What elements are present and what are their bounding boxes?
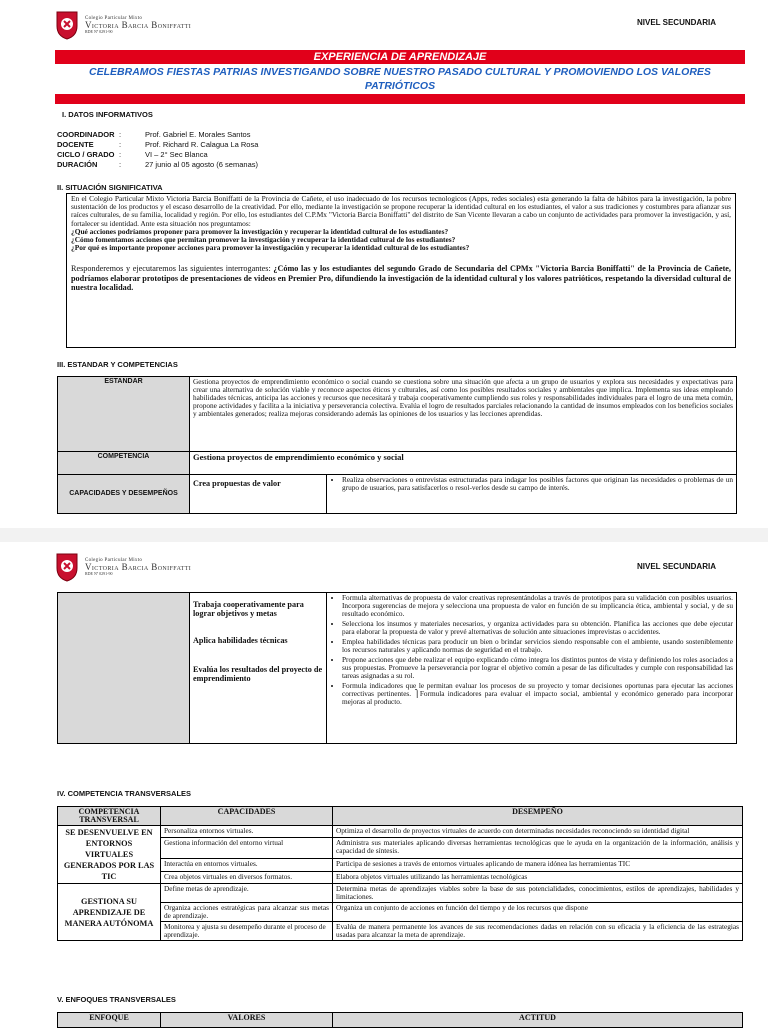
table-header-row <box>58 1013 743 1028</box>
capacidad-cell: Personaliza entornos virtuales. <box>161 826 333 838</box>
table-row <box>58 475 737 514</box>
desempeno-cell: Participa de sesiones a través de entornos virtuales aplicando de manera idónea las herramientas TIC <box>333 859 743 871</box>
table-row <box>58 903 743 922</box>
page-separator <box>0 528 768 542</box>
desempeno-item: • Formula alternativas de propuesta de valor creativas representándolas a través de prototipos para su validación con posibles usuarios. Incorpora sugerencias de mejora y selecciona una propuesta de valor en función de su implicancia ética, ambiental y social, y de su resultado económico. <box>342 594 733 618</box>
situacion-question: ¿Cómo fomentamos acciones que permitan promover la investigación y recuperar la identidad cultural de los estudiantes? <box>71 235 456 245</box>
col-actitud-header: ACTITUD <box>333 1013 743 1028</box>
desempeno-item: • Selecciona los insumos y materiales necesarios, y organiza actividades para su obtención. Planifica las acciones que debe ejecutar para elaborar la propuesta de valor y prevé alternativas de solución ante situaciones imprevistas o accidentes. <box>342 620 733 636</box>
capacidades-table-continued <box>57 592 737 744</box>
desempeno-cell <box>327 475 737 514</box>
desempeno-item: • Formula indicadores que le permitan evaluar los procesos de su proyecto y tomar decisiones oportunas para ejecutar las acciones correctivas pertinentes. ⎫Formula indicadores para evaluar el impacto social, ambiental y económico generado para incorporar mejoras al producto. <box>342 682 733 706</box>
competencia-cell: GESTIONA SU APRENDIZAJE DE MANERA AUTÓNOMA <box>58 884 161 941</box>
desempeno-cell: Evalúa de manera permanente los avances de sus recomendaciones dadas en relación con su eficacia y la eficiencia de las estrategias usadas para alcanzar la meta de aprendizaje. <box>333 922 743 941</box>
section-situacion-heading: II. SITUACIÓN SIGNIFICATIVA <box>57 183 163 192</box>
banner-bottom-bar <box>55 94 745 104</box>
section-enfoques-heading: V. ENFOQUES TRANSVERSALES <box>57 995 176 1004</box>
enfoques-table <box>57 1012 743 1028</box>
crest-icon <box>55 10 79 40</box>
datos-key: DOCENTE <box>57 140 94 149</box>
nivel-label: NIVEL SECUNDARIA <box>637 18 716 27</box>
transversales-table <box>57 806 743 941</box>
logo-line3: RDE Nº 0291-90 <box>85 571 113 577</box>
capacidad-cell: Gestiona información del entorno virtual <box>161 838 333 859</box>
competencia-text: Gestiona proyectos de emprendimiento económico y social <box>190 452 737 475</box>
datos-list <box>57 130 258 170</box>
desempeno-cell: Administra sus materiales aplicando diversas herramientas tecnológicas que le ayuda en la organización de la información, análisis y capacidad de síntesis. <box>333 838 743 859</box>
capacidad-cell: Interactúa en entornos virtuales. <box>161 859 333 871</box>
school-logo <box>55 552 191 582</box>
datos-value: Prof. Gabriel E. Morales Santos <box>145 130 251 139</box>
datos-colon: : <box>119 130 122 139</box>
section-transversales-heading: IV. COMPETENCIA TRANSVERSALES <box>57 789 192 798</box>
table-row <box>58 838 743 859</box>
capacidades-cell <box>190 593 327 744</box>
capacidad-cell: Define metas de aprendizaje. <box>161 884 333 903</box>
nivel-label: NIVEL SECUNDARIA <box>637 562 716 571</box>
datos-row <box>57 160 258 170</box>
datos-key: COORDINADOR <box>57 130 115 139</box>
crest-icon <box>55 552 79 582</box>
estandar-table <box>57 376 737 514</box>
datos-colon: : <box>119 160 122 169</box>
datos-key: DURACIÓN <box>57 160 98 169</box>
capacidad-cell: Crea propuestas de valor <box>190 475 327 514</box>
table-row <box>58 377 737 452</box>
table-row <box>58 826 743 838</box>
col-desempeno-header: DESEMPEÑO <box>333 807 743 826</box>
table-row <box>58 859 743 871</box>
situacion-paragraph: En el Colegio Particular Mixto Victoria Barcia Boniffatti de la Provincia de Cañete, el uso inadecuado de los recursos tecnologicos (Apps, redes sociales) esta generando la falta de hábitos para la investigación, la pobre sustentación de los productos y el escaso desarrollo de la creatividad. Por ello, mediante la investigación se propone recuperar la identidad cultural en los estudiantes, el valor a sus tradiciones y costumbres para afianzar sus raíces culturales, de su familia, localidad y región. Por ello, los estudiantes del C.P.Mx "Victoria Barcia Boniffatti" del distrito de San Vicente llevaran a cabo un conjunto de actividades para promover la investigación, y así, fortalecer su identidad. Ante esta situación nos preguntamos: <box>71 194 731 228</box>
situacion-closing <box>71 264 731 293</box>
section-estandar-heading: III. ESTANDAR Y COMPETENCIAS <box>57 360 178 369</box>
logo-line1: Colegio Particular Mixto <box>85 15 143 21</box>
col-capacidades-header: CAPACIDADES <box>161 807 333 826</box>
datos-value: 27 junio al 05 agosto (6 semanas) <box>145 160 258 169</box>
col-competencia-header: COMPETENCIA TRANSVERSAL <box>58 807 161 826</box>
situacion-closing-bold: ¿Cómo las y los estudiantes del segundo Grado de Secundaria del CPMx "Victoria Barcia Boniffatti" de la Provincia de Cañete, podríamos elaborar prototipos de presentaciones de videos en Premier Pro, difundiendo la investigación de la identidad cultural y los valores patrióticos, respetando la diversidad cultural de nuestra localidad. <box>71 264 731 293</box>
logo-line3: RDE Nº 0291-90 <box>85 29 113 35</box>
datos-key: CICLO / GRADO <box>57 150 115 159</box>
situacion-closing-plain: Responderemos y ejecutaremos las siguientes interrogantes: <box>71 264 274 274</box>
desempeno-cell: Elabora objetos virtuales utilizando las herramientas tecnológicas <box>333 871 743 883</box>
desempeno-item: • Propone acciones que debe realizar el equipo explicando cómo integra los distintos puntos de vista y definiendo los roles asociados a sus propuestas. Promueve la perseverancia por lograr el objetivo común a pesar de las dificultades y cumple con responsabilidad las tareas asignadas a su rol. <box>342 656 733 680</box>
competencia-label: COMPETENCIA <box>58 452 190 475</box>
datos-row <box>57 140 258 150</box>
capacidad-item: Evalúa los resultados del proyecto de emprendimiento <box>193 665 323 683</box>
datos-row <box>57 130 258 140</box>
table-row <box>58 593 737 744</box>
capacidad-item: Aplica habilidades técnicas <box>193 636 288 645</box>
section-datos-heading: I. DATOS INFORMATIVOS <box>62 110 153 119</box>
table-row <box>58 452 737 475</box>
capacidades-label-continued <box>58 593 190 744</box>
table-row <box>58 884 743 903</box>
table-row <box>58 871 743 883</box>
desempeno-cell: Determina metas de aprendizajes viables sobre la base de sus potencialidades, conocimientos, estilos de aprendizajes, habilidades y limitaciones. <box>333 884 743 903</box>
capacidad-item: Trabaja cooperativamente para lograr objetivos y metas <box>193 600 304 618</box>
logo-line1: Colegio Particular Mixto <box>85 557 143 563</box>
situacion-box <box>66 193 736 348</box>
logo-line2: Victoria Barcia Boniffatti <box>85 561 192 572</box>
desempenos-cell <box>327 593 737 744</box>
datos-colon: : <box>119 140 122 149</box>
school-logo <box>55 10 191 40</box>
situacion-question: ¿Qué acciones podríamos proponer para promover la investigación y recuperar la identidad cultural de los estudiantes? <box>71 226 449 236</box>
desempeno-item: • Emplea habilidades técnicas para producir un bien o brindar servicios siendo responsable con el ambiente, usando sosteniblemente los recursos naturales y aplicando normas de seguridad en el trabajo. <box>342 638 733 654</box>
capacidades-label: CAPACIDADES Y DESEMPEÑOS <box>58 475 190 514</box>
desempeno-cell: Organiza un conjunto de acciones en función del tiempo y de los recursos que dispone <box>333 903 743 922</box>
col-enfoque-header: ENFOQUE <box>58 1013 161 1028</box>
datos-value: VI – 2° Sec Blanca <box>145 150 208 159</box>
banner-title-bar <box>55 50 745 64</box>
desempeno-item: • Realiza observaciones o entrevistas estructuradas para indagar los posibles factores que originan las necesidades o problemas de un grupo de usuarios, para satisfacerlos o resol-verlos desde su campo de interés. <box>342 476 733 492</box>
logo-line2: Victoria Barcia Boniffatti <box>85 19 192 30</box>
estandar-text: Gestiona proyectos de emprendimiento económico o social cuando se cuestiona sobre una situación que afecta a un grupo de usuarios y explora sus necesidades y expectativas para crear una alternativa de solución viable y reconoce aspectos éticos y culturales, así como los posibles resultados sociales y ambientales que implica. Implementa sus ideas empleando habilidades técnicas, anticipa las acciones y recursos que necesitará y trabaja cooperativamente cumpliendo sus roles y responsabilidades individuales para el logro de una meta común, propone actividades y facilita a la iniciativa y perseverancia colectiva. Evalúa el logro de resultados parciales relacionando la cantidad de insumos empleados con los beneficios sociales y ambientales generados; realiza mejoras considerando además las opiniones de los usuarios y las lecciones aprendidas. <box>190 377 737 452</box>
table-header-row <box>58 807 743 826</box>
banner-subtitle: CELEBRAMOS FIESTAS PATRIAS INVESTIGANDO SOBRE NUESTRO PASADO CULTURAL Y PROMOVIENDO LOS VALORES PATRIÓTICOS <box>89 66 711 92</box>
table-row <box>58 922 743 941</box>
datos-colon: : <box>119 150 122 159</box>
datos-row <box>57 150 258 160</box>
situacion-question: ¿Por qué es importante proponer acciones para promover la investigación y recuperar la identidad cultural de los estudiantes? <box>71 243 470 253</box>
estandar-label: ESTANDAR <box>58 377 190 452</box>
competencia-cell: SE DESENVUELVE EN ENTORNOS VIRTUALES GENERADOS POR LAS TIC <box>58 826 161 884</box>
capacidad-cell: Monitorea y ajusta su desempeño durante el proceso de aprendizaje. <box>161 922 333 941</box>
datos-value: Prof. Richard R. Calagua La Rosa <box>145 140 259 149</box>
col-valores-header: VALORES <box>161 1013 333 1028</box>
capacidad-cell: Crea objetos virtuales en diversos formatos. <box>161 871 333 883</box>
banner-title: EXPERIENCIA DE APRENDIZAJE <box>313 51 487 63</box>
capacidad-cell: Organiza acciones estratégicas para alcanzar sus metas de aprendizaje. <box>161 903 333 922</box>
desempeno-cell: Optimiza el desarrollo de proyectos virtuales de acuerdo con determinadas necesidades reconociendo su identidad digital <box>333 826 743 838</box>
